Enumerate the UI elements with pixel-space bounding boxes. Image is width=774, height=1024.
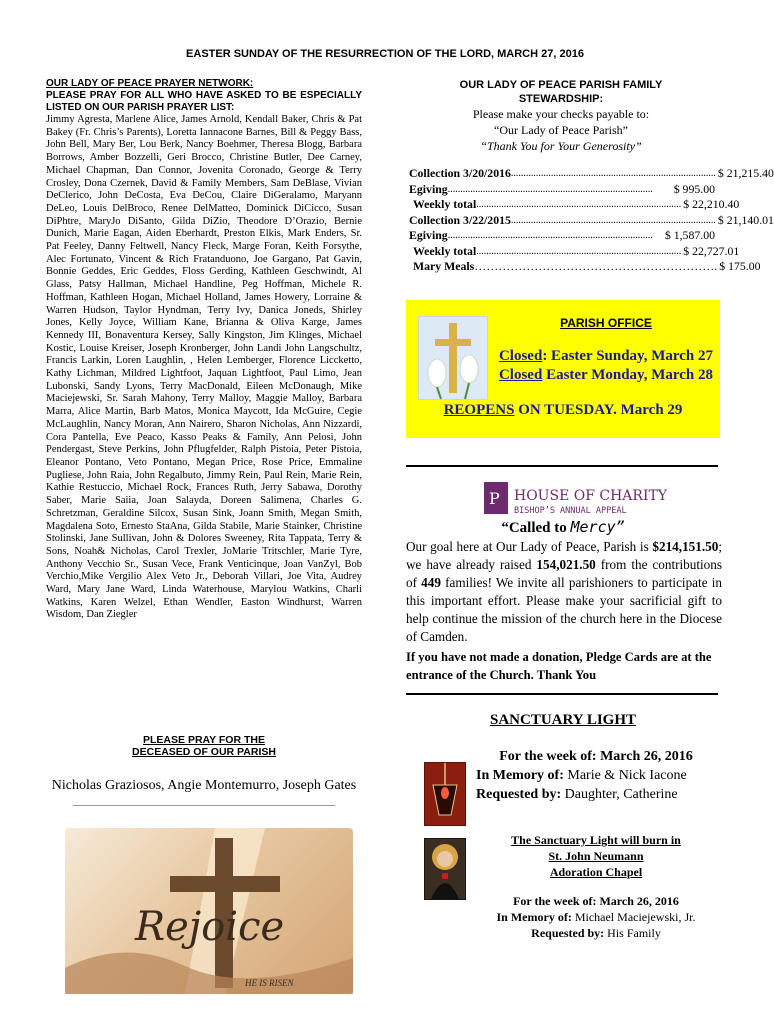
stewardship-payable: Please make your checks payable to: — [472, 107, 650, 121]
svg-text:P: P — [489, 489, 500, 508]
collection-amount: $ 1,587.00 — [664, 228, 715, 242]
memory-value: Marie & Nick Iacone — [563, 768, 687, 783]
collection-table — [409, 166, 774, 275]
burn-line1: The Sanctuary Light will burn in — [511, 833, 681, 847]
adoration-chapel-notice — [466, 832, 726, 880]
divider — [406, 693, 718, 695]
collection-row: Weekly total .................................................................................. $ 22,210.40 — [409, 197, 715, 213]
mercy-word: Mercy” — [570, 518, 625, 536]
goal-text-a: Our goal here at Our Lady of Peace, Parish is — [406, 539, 653, 554]
requested2-value: His Family — [604, 926, 661, 940]
bulletin-header: EASTER SUNDAY OF THE RESURRECTION OF THE LORD, MARCH 27, 2016 — [186, 48, 584, 60]
rejoice-caption: HE IS RISEN — [245, 978, 294, 988]
requested2-label: Requested by: — [531, 926, 605, 940]
week-value: March 26, 2016 — [596, 749, 693, 764]
collection-row: Weekly total .................................................................................. $ 22,727.01 — [409, 244, 715, 260]
stewardship-title-line2: STEWARDSHIP: — [518, 93, 604, 105]
house-of-charity-logo — [484, 482, 668, 516]
week-label: For the week of: — [499, 749, 597, 764]
family-count: 449 — [421, 575, 441, 590]
goal-text-d: families! We invite all parishioners to participate in this important effort. Please make your sacrificial gift to help continue the mission of the church here in the Diocese of Camden. — [406, 575, 722, 644]
collection-label: Egiving — [409, 181, 448, 196]
deceased-title-line2: DECEASED OF OUR PARISH — [132, 746, 276, 758]
collection-label: Egiving — [409, 228, 448, 242]
memory2-value: Michael Maciejewski, Jr. — [571, 910, 696, 924]
memory2-label: In Memory of: — [496, 910, 572, 924]
appeal-goal-text — [406, 538, 722, 646]
prayer-request: PLEASE PRAY FOR ALL WHO HAVE ASKED TO BE ESPECIALLY LISTED ON OUR PARISH PRAYER LIST: — [46, 90, 362, 113]
closed-word: Closed — [498, 348, 543, 364]
rejoice-cross-icon — [65, 828, 353, 994]
collection-row: Egiving .................................................................................. $ 1,587.00 — [409, 228, 715, 242]
requested-label: Requested by: — [476, 787, 562, 802]
raised-amount: 154,021.50 — [536, 557, 596, 572]
closed-monday — [492, 367, 720, 384]
stewardship-payee: “Our Lady of Peace Parish” — [494, 123, 628, 137]
deceased-title-line1: PLEASE PRAY FOR THE — [143, 734, 265, 746]
requested2 — [466, 925, 726, 941]
collection-label: Mary Meals — [413, 259, 475, 273]
closed-monday-text: Easter Monday, March 28 — [542, 367, 714, 383]
lily-cross-icon — [418, 316, 488, 400]
pledge-cards-notice: If you have not made a donation, Pledge Cards are at the entrance of the Church. Thank You — [406, 650, 712, 682]
called-to-mercy-title — [406, 518, 720, 537]
reopens-notice — [406, 402, 720, 419]
prayer-list-names: Jimmy Agresta, Marlene Alice, James Arnold, Kendall Baker, Chris & Pat Bakey (Fr. Chris’s Parents), Loretta Iannacone Barnes, Bill & Peggy Bass, John Bell, Mary Ber, Lou Berk, Nancy Boehmer, Theresa Blogg, Barbara Borrows, Amber Bozzelli, Geri Brocco, Christine Butler, Dee Carney, Michael Chapman, Dan Connor, Jovenita Coronado, George & Terry Crosley, Dona Czernek, David & Family Members, Sam DeBlase, Vivian DeClerico, John DeCosta, Eva DeCou, Claire DiGeralamo, Maryann DeLeo, Louis DelBroco, Renee DelMatteo, Dominick DiCicco, Susan DiPhtre, MaryJo DiSanto, Gilda DiZio, Theodore D’Orazio, Bernie Dunich, Marie Eagan, Aiden Eberhardt, Preston Elkis, Mark Enders, Sr. Pat Feeley, Danny Feltwell, Nancy Fleck, Marge Foran, Keith Forsythe, Alec Fortunato, Vincent & Rich Fratanduono, Joe Gargano, Pat Gavin, Bonnie Geddes, Eric Geddes, Floss Gerding, Kathleen Geschwindt, Al Glass, Patsy Hallman, Michael Handline, Peg Hoffman, Michele R. Hoffman, Kathleen Hogan, Michael Holland, James Howery, Lorraine & Warren Hudson, Taylor Hyndman, Terry Ivy, Danica Joneds, Shirley Jones, Kelly Joyce, William Kane, Brianna & Oliva Karge, James Kennedy III, Bonaventura Kersey, Sally Kingston, Jim Klinges, Michael Kostic, Louise Kreiser, Joseph Kronberger, John Landi John Langschultz, Francis Larkin, Loren Laughlin, , Helen Lemberger, Florence Liccketto, Kathy Lichman, Mildred Lightfoot, Jaquan Lightfoot, Paul Limo, Jean Lubonski, Sandy Lyons, Terry MacDonald, Eileen McDonaugh, Mike Maciejewski, Sr. Sarah Mahony, Terry Malloy, Maggie Malloy, Barbara Marra, Alice Martin, Barb Matos, Monica Maycott, Ida McGuire, Cegie McLaughlin, Nancy Moran, Ann Nairero, Sharon Nicholas, Ann Nizzardi, Cora Pantella, Eve Peaco, Kasso Peaks & Family, Ann Pelosi, John Pendergast, Steve Perkins, John Pflugfelder, Ralph Pistoia, Peter Pistoia, Eleanor Pontano, Veto Pontano, Megan Price, Rose Price, Emmaline Pugliese, John Raia, John Regalbuto, Jimmy Rein, Paul Rein, Marie Rein, Kathie Restuccio, Michael Rock, Frances Ruth, Jerry Sabawa, Dorothy Saber, Marie Saiia, Joan Salayda, Doreen Salimena, Charles G. Schretzman, Geraldine Silcox, Susan Sink, Joann Smith, Megan Smith, Magdalena Soto, Ernesto StaAna, Gilda Stabile, Marie Stainker, Christine Stolinski, Jane Sullivan, John & Dolores Sweeney, Rita Tappata, Terry & Sons, Noah& Nicholas, Carol Trexler, JoMarie Tritschler, Marie Tyre, Anthony Vecchio Sr., Susan Vece, Frank Venticinque, Joan VanZyl, Bob Verchio,Mike Vergilio Alex Veto Jr., Deborah Villari, Joe Vita, Audrey Ward, Mary Jane Ward, Linda Waterhouse, Marylou Watkins, Charli Watkins, Karen Welzel, Ethan Wendler, Easton Windhurst, Warren Wisdom, Dan Ziegler — [46, 114, 362, 621]
adoration-chapel-details — [466, 893, 726, 941]
rejoice-image — [65, 828, 353, 994]
stewardship-title-line1: OUR LADY OF PEACE PARISH FAMILY — [459, 79, 663, 91]
collection-row: Collection 3/20/2016 .................................................................................. $ 21,215.40 — [409, 166, 774, 180]
reopens-word: REOPENS — [443, 402, 515, 418]
collection-row: Mary Meals ……………………………………………………. $ 175.00 — [409, 259, 715, 275]
collection-row: Collection 3/22/2015 .................................................................................. $ 21,140.01 — [409, 212, 774, 227]
logo-line2: BISHOP’S ANNUAL APPEAL — [514, 506, 627, 516]
sanctuary-light-details — [476, 747, 716, 804]
collection-amount: $ 995.00 — [673, 181, 715, 196]
divider — [73, 805, 335, 806]
sanctuary-light-title: SANCTUARY LIGHT — [489, 712, 637, 728]
logo-line1: HOUSE OF CHARITY — [514, 488, 668, 504]
week2: For the week of: March 26, 2016 — [513, 894, 679, 908]
sanctuary-memory — [476, 766, 716, 785]
collection-amount: $ 175.00 — [719, 259, 761, 273]
parish-office-box — [406, 300, 720, 438]
stewardship-section — [406, 78, 716, 154]
memory-label: In Memory of: — [476, 768, 564, 783]
burn-line3: Adoration Chapel — [549, 865, 643, 879]
collection-amount: $ 21,215.40 — [717, 166, 774, 180]
closed-sunday — [492, 348, 720, 365]
divider — [406, 465, 718, 467]
collection-amount: $ 22,727.01 — [683, 243, 740, 258]
collection-label: Collection 3/22/2015 — [409, 212, 511, 227]
rejoice-word: Rejoice — [135, 904, 285, 950]
collection-label: Weekly total — [413, 197, 477, 211]
goal-text-c: from the contributions of — [406, 557, 722, 590]
sanctuary-requested — [476, 785, 716, 804]
reopens-text: ON TUESDAY. March 29 — [514, 402, 683, 418]
deceased-names: Nicholas Graziosos, Angie Montemurro, Joseph Gates — [51, 778, 357, 793]
parish-office-title: PARISH OFFICE — [560, 316, 652, 330]
called-prefix: “Called to — [501, 520, 571, 536]
prayer-network-title: OUR LADY OF PEACE PRAYER NETWORK: — [46, 78, 254, 89]
stewardship-thanks: “Thank You for Your Generosity” — [480, 139, 642, 153]
goal-amount: $214,151.50 — [652, 539, 719, 554]
collection-amount: $ 22,210.40 — [683, 197, 740, 211]
saint-portrait-icon — [424, 838, 466, 900]
deceased-section — [46, 734, 362, 806]
collection-label: Collection 3/20/2016 — [409, 166, 511, 180]
sanctuary-lamp-icon — [424, 762, 466, 826]
memory2 — [466, 909, 726, 925]
prayer-network-section — [46, 78, 362, 622]
burn-line2: St. John Neumann — [548, 849, 644, 863]
collection-amount: $ 21,140.01 — [717, 212, 774, 227]
goal-text-b: ; we have already raised — [406, 539, 722, 572]
collection-row: Egiving .................................................................................. $ 995.00 — [409, 181, 715, 196]
collection-label: Weekly total — [413, 243, 477, 258]
requested-value: Daughter, Catherine — [561, 787, 678, 802]
sanctuary-week — [476, 747, 716, 766]
closed-sunday-text: : Easter Sunday, March 27 — [542, 348, 714, 364]
closed-word: Closed — [498, 367, 543, 383]
